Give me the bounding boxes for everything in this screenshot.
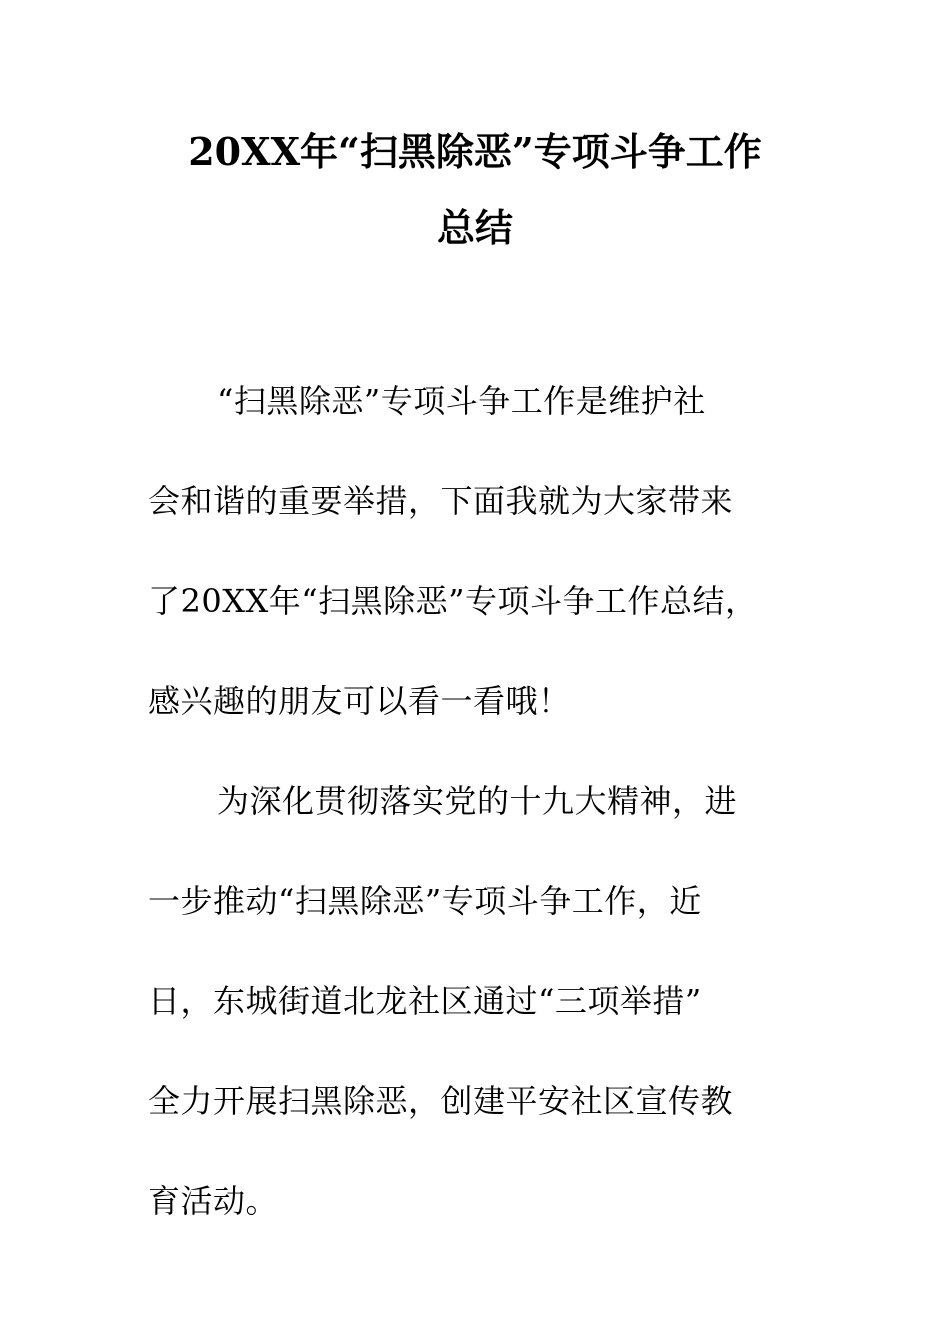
body-line-4: 感兴趣的朋友可以看一看哦！ xyxy=(148,682,571,720)
body-line-2: 会和谐的重要举措，下面我就为大家带来 xyxy=(148,482,734,520)
document-title-line-2: 总结 xyxy=(436,205,513,250)
body-line-7: 日，东城街道北龙社区通过“三项举措” xyxy=(148,982,702,1020)
document-title-line-1: 20XX年“扫黑除恶”专项斗争工作 xyxy=(188,129,762,174)
body-line-1: “扫黑除恶”专项斗争工作是维护社 xyxy=(217,382,706,420)
body-line-3: 了20XX年“扫黑除恶”专项斗争工作总结， xyxy=(148,582,758,620)
body-line-9: 育活动。 xyxy=(148,1182,279,1220)
body-line-6: 一步推动“扫黑除恶”专项斗争工作，近 xyxy=(148,882,702,920)
body-line-5: 为深化贯彻落实党的十九大精神，进 xyxy=(217,782,738,820)
body-line-8: 全力开展扫黑除恶，创建平安社区宣传教 xyxy=(148,1082,734,1120)
